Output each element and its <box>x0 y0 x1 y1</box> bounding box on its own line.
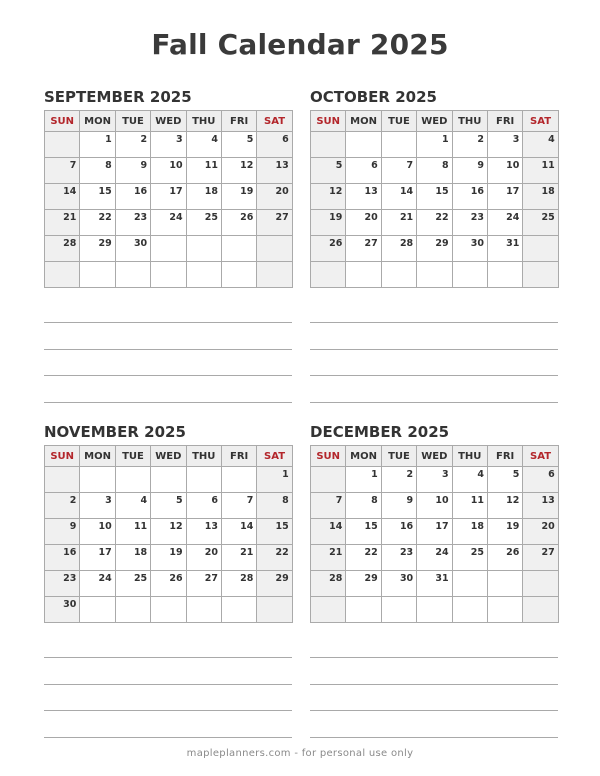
day-cell: 30 <box>452 236 487 262</box>
day-cell: 14 <box>221 519 256 545</box>
day-cell: 17 <box>487 184 522 210</box>
day-cell <box>311 132 346 158</box>
day-cell: 1 <box>257 467 292 493</box>
weekday-header: SUN <box>45 111 80 132</box>
day-cell: 22 <box>417 210 452 236</box>
day-cell <box>115 597 150 623</box>
day-cell <box>523 236 558 262</box>
week-row <box>45 519 293 545</box>
day-cell <box>381 132 416 158</box>
day-cell: 3 <box>80 493 115 519</box>
day-cell: 17 <box>151 184 186 210</box>
month-grid <box>310 110 559 288</box>
day-cell <box>221 467 256 493</box>
note-line <box>310 657 558 658</box>
day-cell: 1 <box>417 132 452 158</box>
day-cell: 10 <box>487 158 522 184</box>
day-cell: 25 <box>452 545 487 571</box>
day-cell: 26 <box>311 236 346 262</box>
day-cell: 25 <box>523 210 558 236</box>
day-cell <box>487 262 522 288</box>
day-cell: 31 <box>417 571 452 597</box>
note-line <box>44 349 292 350</box>
day-cell: 10 <box>417 493 452 519</box>
day-cell: 18 <box>452 519 487 545</box>
week-row <box>311 597 559 623</box>
day-cell: 28 <box>45 236 80 262</box>
day-cell <box>257 236 292 262</box>
note-line <box>44 402 292 403</box>
note-line <box>310 684 558 685</box>
month-title: DECEMBER 2025 <box>310 423 450 441</box>
day-cell: 22 <box>257 545 292 571</box>
day-cell: 24 <box>417 545 452 571</box>
day-cell: 4 <box>523 132 558 158</box>
day-cell: 5 <box>487 467 522 493</box>
day-cell <box>452 597 487 623</box>
day-cell: 10 <box>80 519 115 545</box>
note-line <box>44 737 292 738</box>
week-row <box>311 467 559 493</box>
day-cell <box>257 262 292 288</box>
day-cell: 10 <box>151 158 186 184</box>
day-cell: 27 <box>346 236 381 262</box>
month-title: SEPTEMBER 2025 <box>44 88 192 106</box>
weekday-header: SAT <box>257 446 292 467</box>
day-cell: 9 <box>115 158 150 184</box>
weekday-header-row <box>311 446 559 467</box>
week-row <box>311 262 559 288</box>
weekday-header: WED <box>151 111 186 132</box>
day-cell: 11 <box>186 158 221 184</box>
day-cell: 25 <box>186 210 221 236</box>
day-cell: 30 <box>115 236 150 262</box>
weekday-header: TUE <box>115 111 150 132</box>
day-cell <box>417 597 452 623</box>
weekday-header: SAT <box>523 111 558 132</box>
week-row <box>311 519 559 545</box>
day-cell: 18 <box>186 184 221 210</box>
day-cell: 11 <box>452 493 487 519</box>
day-cell <box>45 467 80 493</box>
day-cell: 14 <box>311 519 346 545</box>
week-row <box>311 493 559 519</box>
day-cell: 21 <box>381 210 416 236</box>
day-cell <box>417 262 452 288</box>
day-cell: 7 <box>381 158 416 184</box>
day-cell: 1 <box>346 467 381 493</box>
day-cell <box>311 262 346 288</box>
day-cell <box>115 262 150 288</box>
day-cell: 7 <box>45 158 80 184</box>
day-cell <box>221 262 256 288</box>
weekday-header: SAT <box>523 446 558 467</box>
day-cell: 12 <box>487 493 522 519</box>
weekday-header: WED <box>417 446 452 467</box>
week-row <box>45 158 293 184</box>
day-cell <box>186 262 221 288</box>
day-cell: 14 <box>45 184 80 210</box>
day-cell <box>452 262 487 288</box>
day-cell: 12 <box>311 184 346 210</box>
weekday-header: SUN <box>311 446 346 467</box>
week-row <box>45 236 293 262</box>
day-cell <box>487 597 522 623</box>
week-row <box>45 545 293 571</box>
day-cell: 28 <box>311 571 346 597</box>
weekday-header: FRI <box>221 446 256 467</box>
day-cell: 23 <box>452 210 487 236</box>
day-cell: 26 <box>487 545 522 571</box>
day-cell: 4 <box>186 132 221 158</box>
note-line <box>310 349 558 350</box>
day-cell: 13 <box>523 493 558 519</box>
month-title: NOVEMBER 2025 <box>44 423 186 441</box>
day-cell: 29 <box>417 236 452 262</box>
day-cell: 7 <box>311 493 346 519</box>
day-cell: 6 <box>257 132 292 158</box>
day-cell: 9 <box>452 158 487 184</box>
weekday-header-row <box>311 111 559 132</box>
weekday-header: WED <box>417 111 452 132</box>
day-cell: 6 <box>346 158 381 184</box>
week-row <box>311 132 559 158</box>
week-row <box>311 158 559 184</box>
weekday-header: THU <box>186 111 221 132</box>
day-cell: 20 <box>257 184 292 210</box>
day-cell: 8 <box>417 158 452 184</box>
weekday-header: TUE <box>115 446 150 467</box>
note-line <box>310 375 558 376</box>
day-cell: 2 <box>45 493 80 519</box>
day-cell: 27 <box>257 210 292 236</box>
day-cell <box>523 571 558 597</box>
day-cell: 15 <box>346 519 381 545</box>
day-cell: 17 <box>80 545 115 571</box>
weekday-header: THU <box>452 446 487 467</box>
day-cell: 29 <box>346 571 381 597</box>
day-cell: 15 <box>80 184 115 210</box>
week-row <box>311 545 559 571</box>
day-cell: 22 <box>80 210 115 236</box>
day-cell: 15 <box>417 184 452 210</box>
day-cell: 2 <box>115 132 150 158</box>
day-cell <box>186 236 221 262</box>
weekday-header: FRI <box>487 111 522 132</box>
day-cell <box>523 597 558 623</box>
day-cell <box>186 467 221 493</box>
day-cell <box>487 571 522 597</box>
note-line <box>310 402 558 403</box>
weekday-header-row <box>45 111 293 132</box>
day-cell: 4 <box>115 493 150 519</box>
weekday-header: MON <box>80 111 115 132</box>
week-row <box>311 184 559 210</box>
week-row <box>311 210 559 236</box>
day-cell: 20 <box>346 210 381 236</box>
day-cell: 21 <box>311 545 346 571</box>
day-cell: 17 <box>417 519 452 545</box>
day-cell <box>115 467 150 493</box>
note-line <box>44 710 292 711</box>
day-cell: 1 <box>80 132 115 158</box>
note-line <box>310 710 558 711</box>
day-cell <box>452 571 487 597</box>
day-cell <box>151 236 186 262</box>
weekday-header: SUN <box>45 446 80 467</box>
week-row <box>45 493 293 519</box>
day-cell: 27 <box>523 545 558 571</box>
weekday-header: SAT <box>257 111 292 132</box>
day-cell: 12 <box>221 158 256 184</box>
month-title: OCTOBER 2025 <box>310 88 437 106</box>
day-cell: 24 <box>80 571 115 597</box>
day-cell: 16 <box>115 184 150 210</box>
day-cell: 4 <box>452 467 487 493</box>
day-cell: 20 <box>186 545 221 571</box>
weekday-header: THU <box>452 111 487 132</box>
day-cell <box>80 467 115 493</box>
day-cell: 24 <box>487 210 522 236</box>
day-cell: 23 <box>381 545 416 571</box>
note-line <box>310 737 558 738</box>
month-grid <box>44 110 293 288</box>
day-cell: 30 <box>381 571 416 597</box>
day-cell: 29 <box>257 571 292 597</box>
day-cell <box>45 262 80 288</box>
week-row <box>45 597 293 623</box>
day-cell: 11 <box>523 158 558 184</box>
day-cell: 5 <box>151 493 186 519</box>
day-cell: 26 <box>151 571 186 597</box>
day-cell: 7 <box>221 493 256 519</box>
day-cell: 12 <box>151 519 186 545</box>
day-cell: 30 <box>45 597 80 623</box>
day-cell: 3 <box>487 132 522 158</box>
day-cell <box>311 467 346 493</box>
day-cell: 13 <box>186 519 221 545</box>
day-cell: 20 <box>523 519 558 545</box>
day-cell <box>80 262 115 288</box>
day-cell <box>311 597 346 623</box>
day-cell: 19 <box>311 210 346 236</box>
weekday-header-row <box>45 446 293 467</box>
day-cell: 16 <box>45 545 80 571</box>
day-cell: 19 <box>487 519 522 545</box>
day-cell <box>257 597 292 623</box>
day-cell <box>221 597 256 623</box>
day-cell: 19 <box>151 545 186 571</box>
day-cell: 28 <box>221 571 256 597</box>
day-cell <box>151 467 186 493</box>
day-cell: 3 <box>417 467 452 493</box>
day-cell <box>381 262 416 288</box>
week-row <box>45 571 293 597</box>
weekday-header: FRI <box>487 446 522 467</box>
week-row <box>45 210 293 236</box>
weekday-header: MON <box>346 111 381 132</box>
day-cell: 2 <box>381 467 416 493</box>
day-cell: 26 <box>221 210 256 236</box>
weekday-header: MON <box>346 446 381 467</box>
weekday-header: TUE <box>381 446 416 467</box>
day-cell: 21 <box>45 210 80 236</box>
day-cell: 9 <box>381 493 416 519</box>
week-row <box>45 467 293 493</box>
day-cell: 13 <box>346 184 381 210</box>
day-cell <box>346 262 381 288</box>
day-cell <box>151 597 186 623</box>
day-cell: 19 <box>221 184 256 210</box>
page-title: Fall Calendar 2025 <box>151 28 449 61</box>
month-grid <box>310 445 559 623</box>
day-cell <box>221 236 256 262</box>
day-cell: 21 <box>221 545 256 571</box>
day-cell: 11 <box>115 519 150 545</box>
day-cell: 9 <box>45 519 80 545</box>
weekday-header: SUN <box>311 111 346 132</box>
day-cell: 13 <box>257 158 292 184</box>
day-cell: 23 <box>45 571 80 597</box>
day-cell: 29 <box>80 236 115 262</box>
month-grid <box>44 445 293 623</box>
day-cell: 27 <box>186 571 221 597</box>
day-cell <box>346 132 381 158</box>
weekday-header: THU <box>186 446 221 467</box>
weekday-header: WED <box>151 446 186 467</box>
weekday-header: MON <box>80 446 115 467</box>
day-cell: 18 <box>523 184 558 210</box>
day-cell: 18 <box>115 545 150 571</box>
day-cell: 22 <box>346 545 381 571</box>
day-cell <box>381 597 416 623</box>
note-line <box>44 375 292 376</box>
day-cell: 28 <box>381 236 416 262</box>
week-row <box>45 262 293 288</box>
day-cell: 31 <box>487 236 522 262</box>
day-cell <box>45 132 80 158</box>
week-row <box>45 132 293 158</box>
day-cell <box>80 597 115 623</box>
weekday-header: TUE <box>381 111 416 132</box>
day-cell <box>186 597 221 623</box>
footer-text: mapleplanners.com - for personal use only <box>186 748 414 759</box>
day-cell: 16 <box>452 184 487 210</box>
week-row <box>311 236 559 262</box>
day-cell: 14 <box>381 184 416 210</box>
day-cell <box>346 597 381 623</box>
day-cell <box>151 262 186 288</box>
note-line <box>44 657 292 658</box>
day-cell: 24 <box>151 210 186 236</box>
week-row <box>45 184 293 210</box>
day-cell: 15 <box>257 519 292 545</box>
day-cell: 8 <box>257 493 292 519</box>
note-line <box>44 322 292 323</box>
note-line <box>44 684 292 685</box>
week-row <box>311 571 559 597</box>
day-cell: 5 <box>311 158 346 184</box>
day-cell: 5 <box>221 132 256 158</box>
day-cell: 8 <box>346 493 381 519</box>
day-cell: 25 <box>115 571 150 597</box>
day-cell: 16 <box>381 519 416 545</box>
day-cell: 23 <box>115 210 150 236</box>
weekday-header: FRI <box>221 111 256 132</box>
note-line <box>310 322 558 323</box>
day-cell: 8 <box>80 158 115 184</box>
day-cell: 3 <box>151 132 186 158</box>
day-cell: 6 <box>186 493 221 519</box>
day-cell: 2 <box>452 132 487 158</box>
day-cell <box>523 262 558 288</box>
day-cell: 6 <box>523 467 558 493</box>
